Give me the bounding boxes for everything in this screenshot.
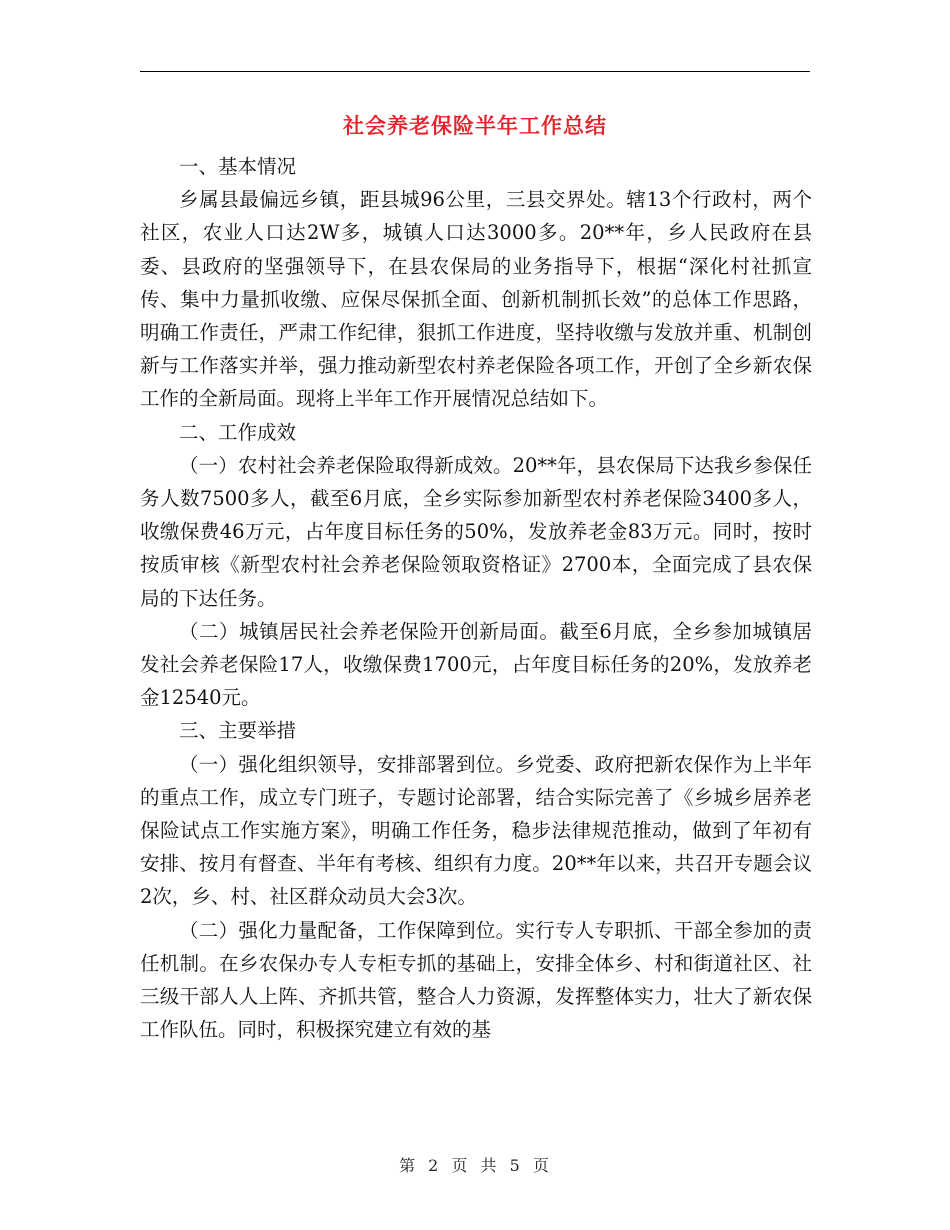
section-heading-measures: 三、主要举措 xyxy=(179,719,297,743)
section-heading-basic: 一、基本情况 xyxy=(179,155,297,178)
body-paragraph: （一）农村社会养老保险取得新成效。20**年，县农保局下达我乡参保任务人数7500多人，截至6月底，全乡实际参加新型农村养老保险3400多人，收缴保费46万元，占年度目标任务的50%，发放养老金83万元。同时，按时按质审核《新型农村社会养老保险领取资格证》2700本，全面完成了县农保局的下达任务。 xyxy=(140,453,812,610)
body-paragraph: （二）强化力量配备，工作保障到位。实行专人专职抓、干部全参加的责任机制。在乡农保办专人专柜专抓的基础上，安排全体乡、村和街道社区、社三级干部人人上阵、齐抓共管，整合人力资源，发挥整体实力，壮大了新农保工作队伍。同时，积极探究建立有效的基 xyxy=(140,918,812,1042)
page-number: 第 2 页 共 5 页 xyxy=(399,1156,551,1175)
document-body xyxy=(140,150,812,1046)
document-title: 社会养老保险半年工作总结 xyxy=(343,113,607,138)
body-paragraph: （一）强化组织领导，安排部署到位。乡党委、政府把新农保作为上半年的重点工作，成立专门班子，专题讨论部署，结合实际完善了《乡城乡居养老保险试点工作实施方案》，明确工作任务，稳步法律规范推动，做到了年初有安排、按月有督查、半年有考核、组织有力度。20**年以来，共召开专题会议2次，乡、村、社区群众动员大会3次。 xyxy=(140,752,812,909)
section-heading-results: 二、工作成效 xyxy=(179,420,297,444)
header-rule xyxy=(140,71,810,72)
body-paragraph: （二）城镇居民社会养老保险开创新局面。截至6月底，全乡参加城镇居发社会养老保险17人，收缴保费1700元，占年度目标任务的20%，发放养老金12540元。 xyxy=(140,619,812,710)
body-paragraph: 乡属县最偏远乡镇，距县城96公里，三县交界处。辖13个行政村，两个社区，农业人口达2W多，城镇人口达3000多。20**年，乡人民政府在县委、县政府的坚强领导下，在县农保局的业务指导下，根据“深化村社抓宣传、集中力量抓收缴、应保尽保抓全面、创新机制抓长效”的总体工作思路，明确工作责任，严肃工作纪律，狠抓工作进度，坚持收缴与发放并重、机制创新与工作落实并举，强力推动新型农村养老保险各项工作，开创了全乡新农保工作的全新局面。现将上半年工作开展情况总结如下。 xyxy=(140,188,812,411)
